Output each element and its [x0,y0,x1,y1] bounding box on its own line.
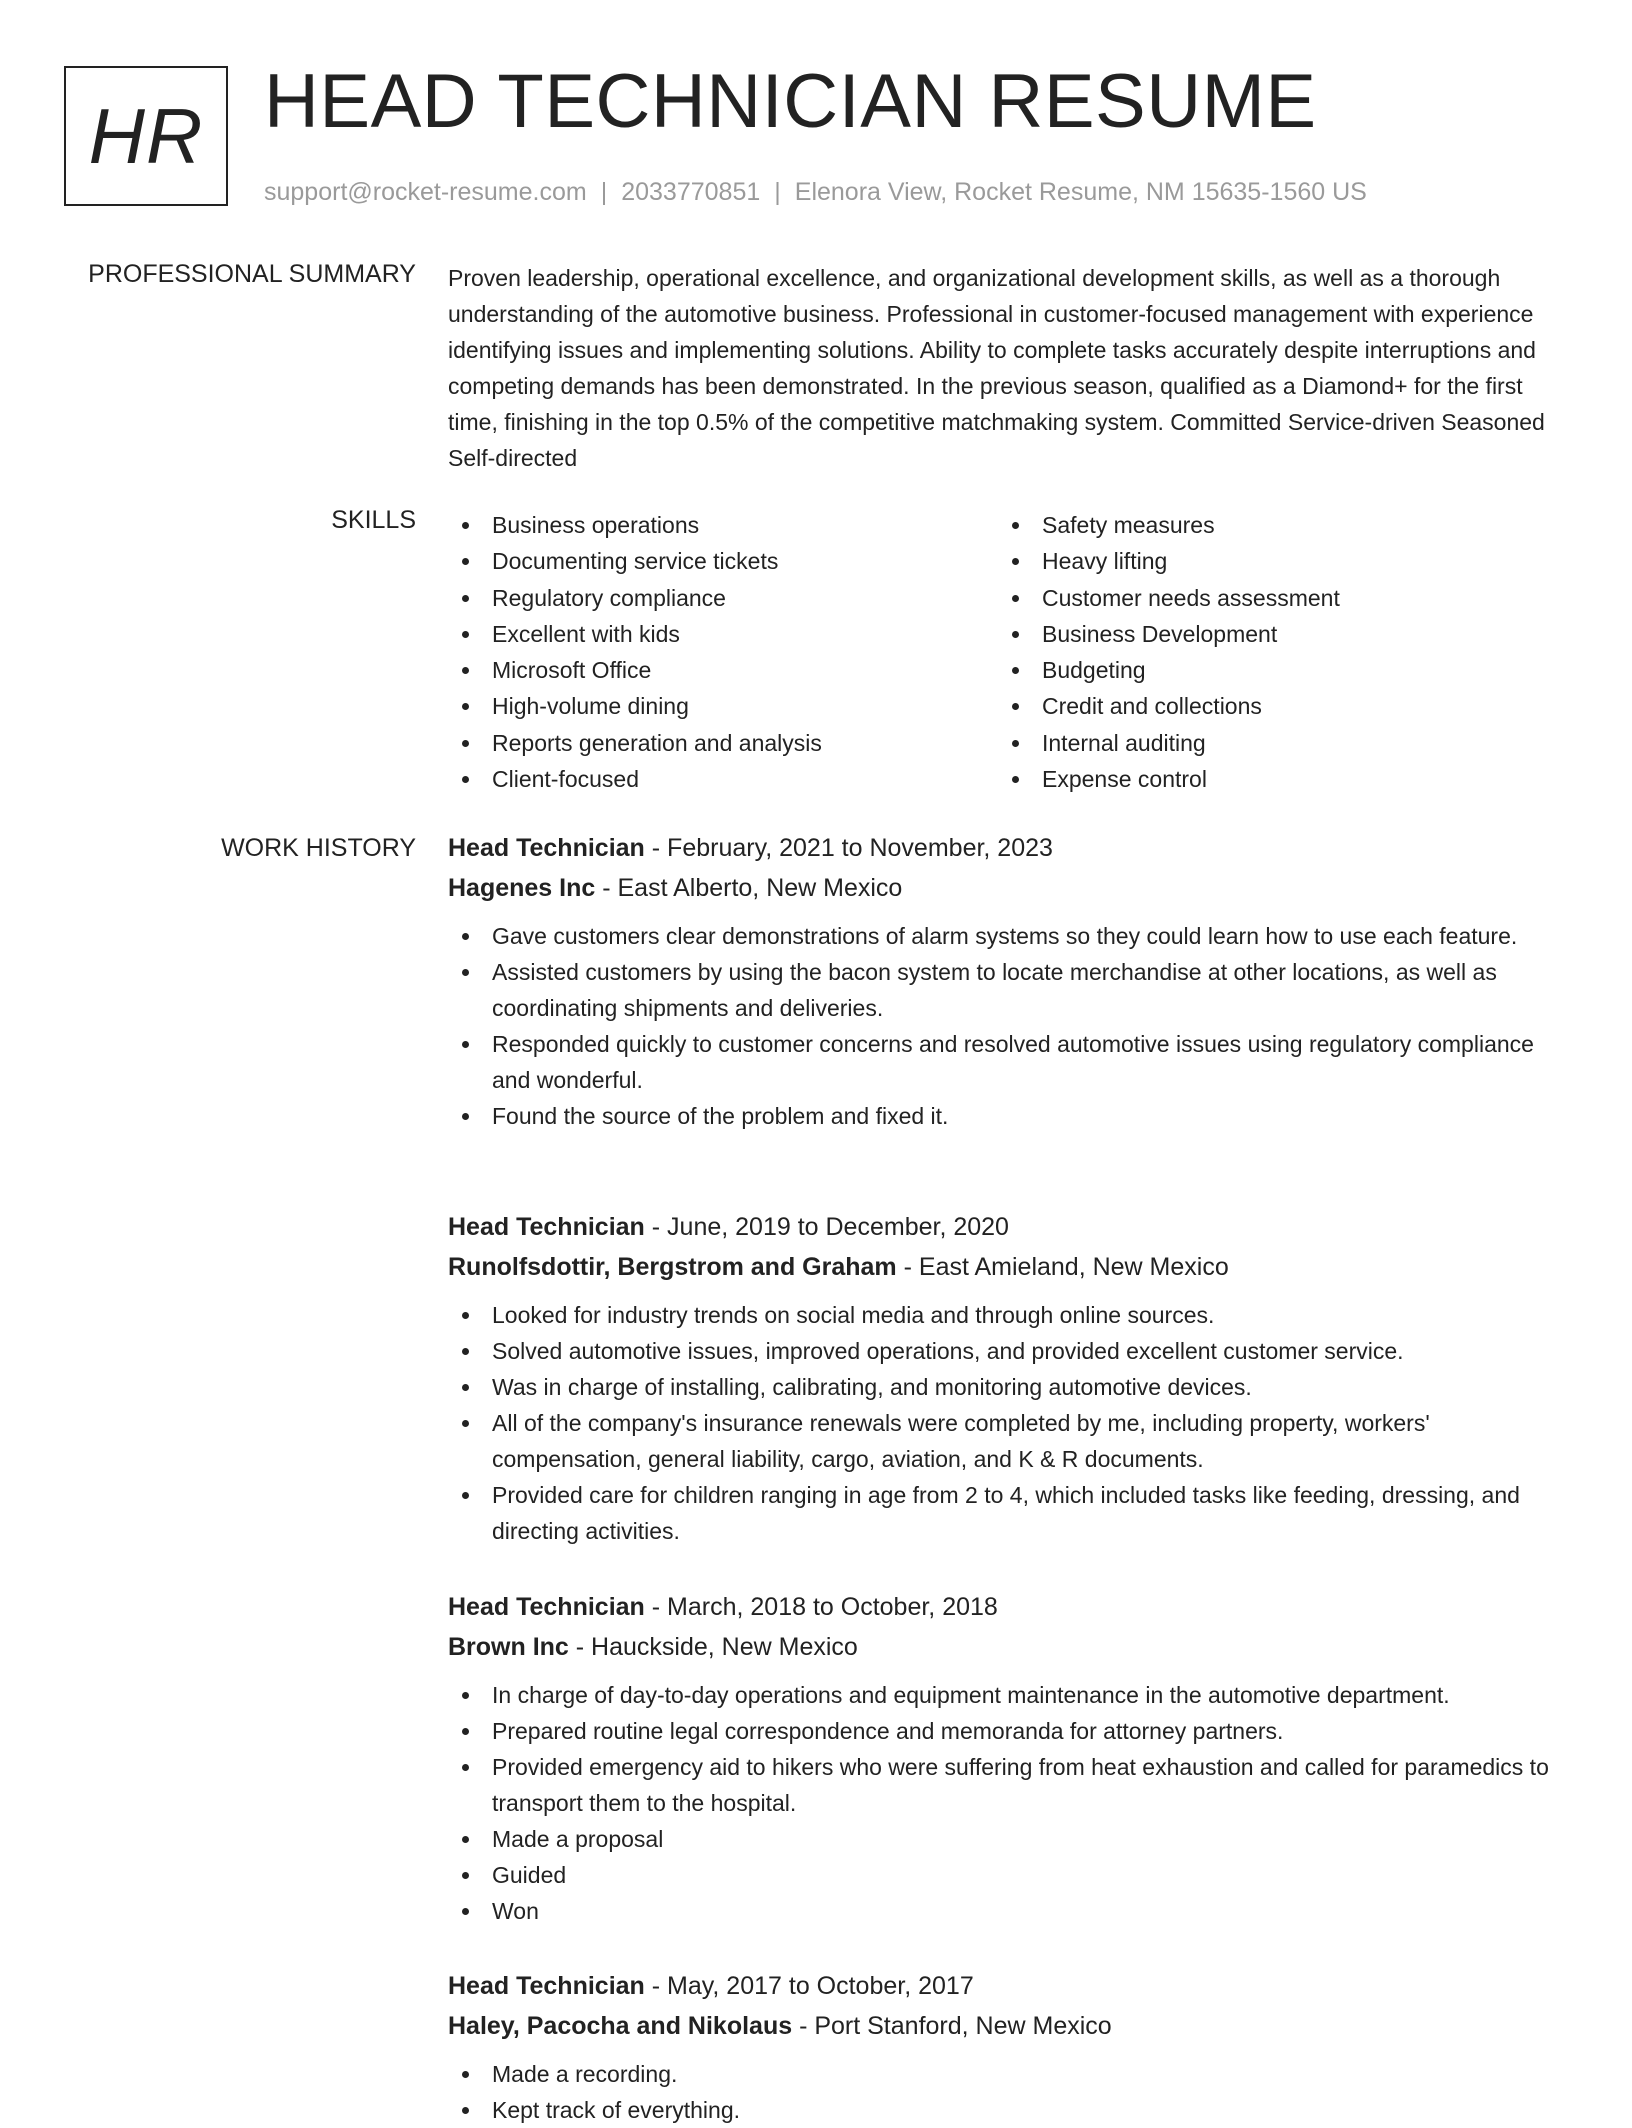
job-bullet: Made a recording. [448,2056,1568,2092]
job-bullet: In charge of day-to-day operations and equipment maintenance in the automotive department. [448,1677,1568,1713]
job-title-line [448,1207,1568,1247]
job-bullet: Won [448,1893,1568,1929]
section-label-summary: PROFESSIONAL SUMMARY [88,260,416,288]
job-company-line [448,868,1568,908]
monogram-initials: HR [88,92,204,180]
job-bullet: Looked for industry trends on social media and through online sources. [448,1297,1568,1333]
job-location: - Hauckside, New Mexico [568,1633,858,1661]
section-label-skills: SKILLS [331,506,416,534]
job-title: Head Technician [448,1213,645,1241]
contact-address: Elenora View, Rocket Resume, NM 15635-1560 US [794,178,1367,206]
job-company-line [448,1247,1568,1287]
job-company: Haley, Pacocha and Nikolaus [448,2012,793,2040]
job-bullet-list [448,1297,1568,1549]
job-bullet-list [448,1677,1568,1929]
job-entry [448,1587,1568,1929]
job-bullet: Solved automotive issues, improved operations, and provided excellent customer service. [448,1333,1568,1369]
job-bullet: Assisted customers by using the bacon system to locate merchandise at other locations, as well as coordinating shipments and deliveries. [448,954,1568,1026]
skill-item: Business operations [448,507,988,543]
section-label-work-history: WORK HISTORY [221,834,416,862]
contact-separator: | [600,178,608,206]
contact-email: support@rocket-resume.com [264,178,587,206]
skill-item: Credit and collections [998,688,1538,724]
job-bullet: Was in charge of installing, calibrating, and monitoring automotive devices. [448,1369,1568,1405]
contact-line [264,176,1367,208]
skill-item: Safety measures [998,507,1538,543]
job-bullet: Provided emergency aid to hikers who were suffering from heat exhaustion and called for paramedics to transport them to the hospital. [448,1749,1568,1821]
job-dates: - June, 2019 to December, 2020 [644,1213,1009,1241]
job-entry [448,828,1568,1134]
resume-title: HEAD TECHNICIAN RESUME [264,59,1317,144]
job-title-line [448,1966,1568,2006]
skill-item: Reports generation and analysis [448,725,988,761]
skill-item: Internal auditing [998,725,1538,761]
job-title: Head Technician [448,1972,645,2000]
job-title: Head Technician [448,1593,645,1621]
skill-item: Documenting service tickets [448,543,988,579]
job-bullet: Found the source of the problem and fixed it. [448,1098,1568,1134]
job-bullet: Responded quickly to customer concerns and resolved automotive issues using regulatory compliance and wonderful. [448,1026,1568,1098]
job-company-line [448,1627,1568,1667]
job-location: - Port Stanford, New Mexico [792,2012,1112,2040]
skills-list-right [998,507,1538,797]
skill-item: High-volume dining [448,688,988,724]
job-dates: - March, 2018 to October, 2018 [644,1593,998,1621]
job-entry [448,1966,1568,2128]
skill-item: Excellent with kids [448,616,988,652]
summary-text: Proven leadership, operational excellence, and organizational development skills, as well as a thorough understanding of the automotive business. Professional in customer-focused management with experience identifying issues and implementing solutions. Ability to complete tasks accurately despite interruptions and competing demands has been demonstrated. In the previous season, qualified as a Diamond+ for the first time, finishing in the top 0.5% of the competitive matchmaking system. Committed Service-driven Seasoned Self-directed [448,265,1545,471]
job-bullet: Kept track of everything. [448,2092,1568,2128]
skill-item: Business Development [998,616,1538,652]
job-entry [448,1207,1568,1549]
job-title-line [448,828,1568,868]
job-dates: - May, 2017 to October, 2017 [644,1972,974,2000]
skills-list-left [448,507,988,797]
contact-phone: 2033770851 [621,178,761,206]
job-company: Hagenes Inc [448,874,596,902]
job-company: Runolfsdottir, Bergstrom and Graham [448,1253,897,1281]
job-title: Head Technician [448,834,645,862]
job-bullet-list [448,918,1568,1134]
job-company-line [448,2006,1568,2046]
job-bullet: Prepared routine legal correspondence and memoranda for attorney partners. [448,1713,1568,1749]
job-dates: - February, 2021 to November, 2023 [644,834,1053,862]
skill-item: Budgeting [998,652,1538,688]
job-bullet: Gave customers clear demonstrations of alarm systems so they could learn how to use each feature. [448,918,1568,954]
job-bullet: Made a proposal [448,1821,1568,1857]
job-bullet-list [448,2056,1568,2128]
job-company: Brown Inc [448,1633,569,1661]
skill-item: Expense control [998,761,1538,797]
skill-item: Customer needs assessment [998,580,1538,616]
job-location: - East Amieland, New Mexico [896,1253,1229,1281]
skill-item: Heavy lifting [998,543,1538,579]
monogram-box [64,66,228,206]
contact-separator: | [774,178,781,206]
skill-item: Microsoft Office [448,652,988,688]
skill-item: Client-focused [448,761,988,797]
job-bullet: All of the company's insurance renewals were completed by me, including property, workers' compensation, general liability, cargo, aviation, and K & R documents. [448,1405,1568,1477]
job-title-line [448,1587,1568,1627]
job-bullet: Provided care for children ranging in age from 2 to 4, which included tasks like feeding, dressing, and directing activities. [448,1477,1568,1549]
job-location: - East Alberto, New Mexico [595,874,903,902]
job-bullet: Guided [448,1857,1568,1893]
skill-item: Regulatory compliance [448,580,988,616]
